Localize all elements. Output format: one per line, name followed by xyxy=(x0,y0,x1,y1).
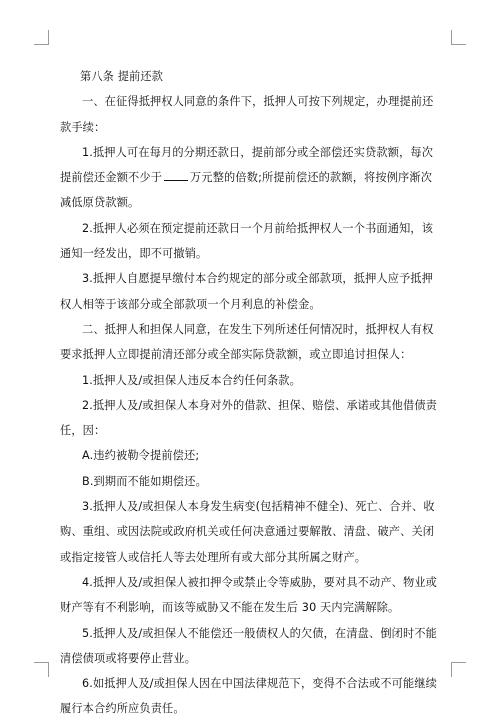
paragraph: 1.抵押人及/或担保人违反本合约任何条款。 xyxy=(82,373,301,387)
paragraph: 3.抵押人及/或担保人本身发生病变(包括精神不健全)、死亡、合并、收购、重组、或因法院或政府机关或任何决意通过要解散、清盘、破产、关闭或指定接管人或信托人等去处理所有或大部分其所属之财产。 xyxy=(60,500,435,564)
crop-mark-bottom-left xyxy=(34,662,49,677)
paragraph: 6.如抵押人及/或担保人因在中国法律规范下，变得不合法或不可能继续履行本合约所应负责任。 xyxy=(60,677,438,716)
paragraph: B.到期而不能如期偿还。 xyxy=(82,474,207,488)
paragraph: 2.抵押人必须在预定提前还款日一个月前给抵押权人一个书面通知，该通知一经发出，即不可撤销。 xyxy=(60,221,434,261)
crop-mark-bottom-right xyxy=(451,662,466,677)
amount-blank-field xyxy=(164,170,188,181)
paragraph: 一、在征得抵押权人同意的条件下，抵押人可按下列规定，办理提前还款手续： xyxy=(60,95,434,134)
paragraph: A.违约被勒令提前偿还; xyxy=(82,449,200,463)
paragraph: 4.抵押人及/或担保人被扣押令或禁止令等威胁，要对具不动产、物业或财产等有不利影响，而该等威胁又不能在发生后 30 天内完满解除。 xyxy=(60,575,438,615)
crop-mark-top-left xyxy=(34,30,49,45)
paragraph: 5.抵押人及/或担保人不能偿还一般债权人的欠债，在清盘、倒闭时不能清偿债项或将要停止营业。 xyxy=(60,626,438,665)
paragraph: 2.抵押人及/或担保人本身对外的借款、担保、赔偿、承诺或其他借债责任，因： xyxy=(60,398,438,438)
paragraph: 二、抵押人和担保人同意，在发生下列所述任何情况时，抵押权人有权要求抵押人立即提前清还部分或全部实际贷款额，或立即追讨担保人： xyxy=(60,322,434,362)
document-body xyxy=(60,64,440,722)
paragraph-list xyxy=(60,89,440,721)
paragraph-text-before-blank: 1.抵押人可在每月的分期还款日，提前部分或全部偿还实贷款额，每次提前偿还金额不少于 xyxy=(60,145,434,185)
crop-mark-top-right xyxy=(451,30,466,45)
paragraph xyxy=(60,140,440,216)
paragraph-text-after-blank: 万元整的倍数;所提前偿还的款额，将按例序渐次减低原贷款额。 xyxy=(60,171,433,210)
paragraph: 3.抵押人自愿提早缴付本合约规定的部分或全部款项，抵押人应予抵押权人相等于该部分或全部款项一个月利息的补偿金。 xyxy=(60,272,434,311)
article-title: 第八条 提前还款 xyxy=(80,70,164,83)
